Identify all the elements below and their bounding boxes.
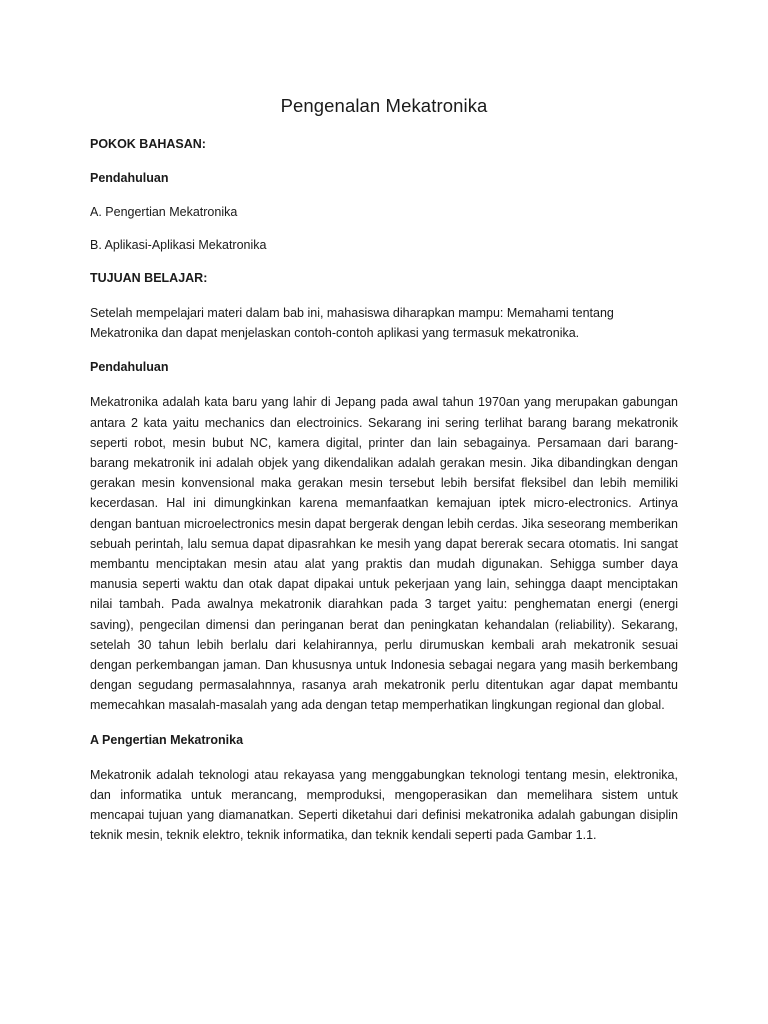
page-title: Pengenalan Mekatronika [280, 95, 488, 116]
pokok-bahasan-heading: POKOK BAHASAN: [90, 137, 206, 151]
topic-item-a: A. Pengertian Mekatronika [90, 205, 238, 219]
topic-item-b: B. Aplikasi-Aplikasi Mekatronika [90, 238, 267, 252]
pengertian-heading: A Pengertian Mekatronika [90, 732, 244, 747]
tujuan-belajar-paragraph: Setelah mempelajari materi dalam bab ini, mahasiswa diharapkan mampu: Memahami tentang Mekatronika dan dapat menjelaskan contoh-contoh aplikasi yang termasuk mekatronika. [90, 306, 614, 341]
pendahuluan-section-heading: Pendahuluan [90, 360, 169, 375]
tujuan-belajar-heading: TUJUAN BELAJAR: [90, 271, 208, 285]
pendahuluan-heading: Pendahuluan [90, 171, 169, 185]
pengertian-paragraph: Mekatronik adalah teknologi atau rekayasa yang menggabungkan teknologi tentang mesin, elektronika, dan informatika untuk merancang, memproduksi, mengoperasikan dan memelihara sistem untuk mencapai tujuan yang diamanatkan. Seperti diketahui dari definisi mekatronika adalah gabungan disiplin teknik mesin, teknik elektro, teknik informatika, dan teknik kendali seperti pada Gambar 1.1. [90, 767, 678, 843]
pendahuluan-paragraph: Mekatronika adalah kata baru yang lahir di Jepang pada awal tahun 1970an yang merupakan gabungan antara 2 kata yaitu mechanics dan electroinics. Sekarang ini sering terlihat barang barang mekatronik seperti robot, mesin bubut NC, kamera digital, printer dan lain sebagainya. Persamaan dari barang-barang mekatronik ini adalah objek yang dikendalikan adalah gerakan mesin. Jika dibandingkan dengan gerakan mesin konvensional maka gerakan mesin tersebut lebih bersifat fleksibel dan lebih memiliki kecerdasan. Hal ini dimungkinkan karena memanfaatkan kemajuan iptek micro-electronics. Artinya dengan bantuan microelectronics mesin dapat bergerak dengan lebih cerdas. Jika seseorang memberikan sebuah perintah, lalu semua dapat dipasrahkan ke mesih yang dapat bererak secara otomatis. Ini sangat membantu menciptakan mesin atau alat yang praktis dan mudah digunakan. Sehigga sumber daya manusia seperti waktu dan otak dapat dipakai untuk pekerjaan yang lain, sehingga daapt menciptakan nilai tambah. Pada awalnya mekatronik diarahkan pada 3 target yaitu: penghematan energi (energi saving), pengecilan dimensi dan peringanan berat dan peningkatan kehandalan (reliability). Sekarang, setelah 30 tahun lebih berlalu dari kelahirannya, perlu dirumuskan kembali arah mekatronik sesuai dengan perkembangan jaman. Dan khususnya untuk Indonesia sebagai negara yang masih berkembang dengan segudang permasalahnnya, rasanya arah mekatronik perlu ditentukan agar dapat membantu memecahkan masalah-masalah yang ada dengan tetap memperhatikan lingkungan regional dan global. [90, 395, 678, 713]
